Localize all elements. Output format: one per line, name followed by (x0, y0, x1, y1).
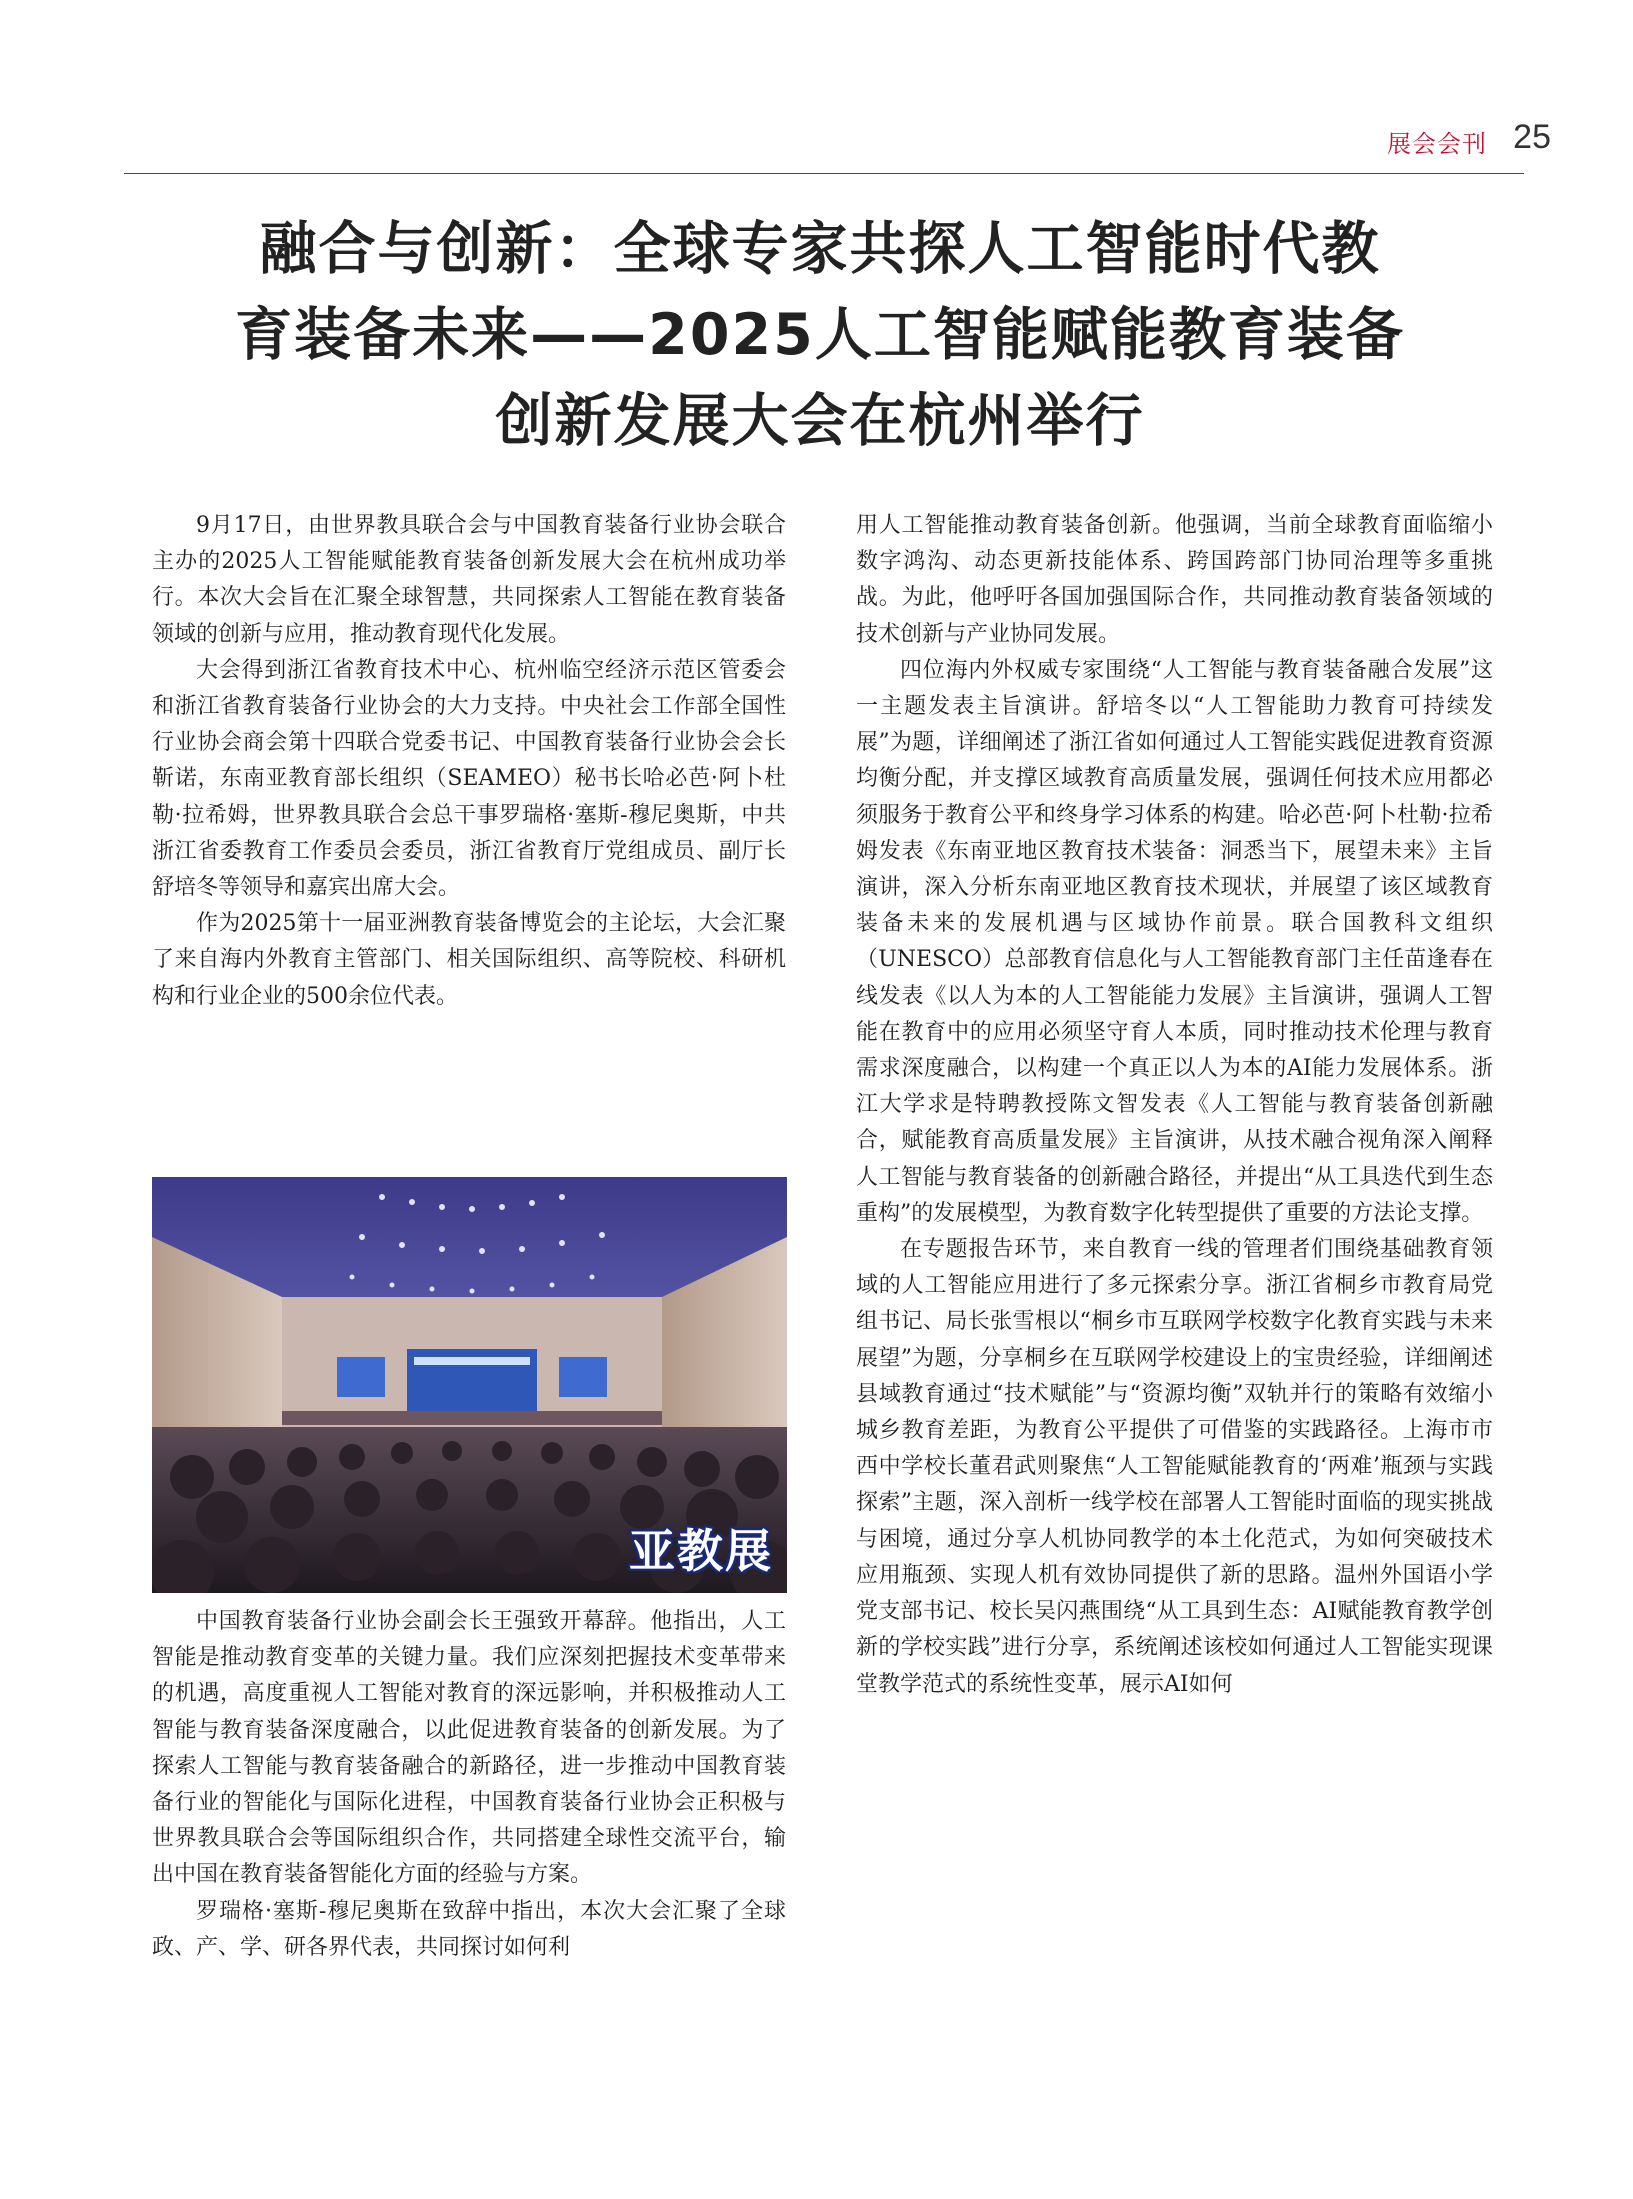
title-line: 创新发展大会在杭州举行 (495, 388, 1145, 454)
header-divider (124, 173, 1524, 174)
title-line: 育装备未来——2025人工智能赋能教育装备 (235, 302, 1405, 368)
photo-watermark: 亚教展 (629, 1524, 773, 1578)
paragraph: 9月17日，由世界教具联合会与中国教育装备行业协会联合主办的2025人工智能赋能教育装备创新发展大会在杭州成功举行。本次大会旨在汇聚全球智慧，共同探索人工智能在教育装备领域的创新与应用，推动教育现代化发展。 (152, 513, 786, 647)
header-section-label: 展会会刊 (1387, 130, 1487, 158)
paragraph: 四位海内外权威专家围绕“人工智能与教育装备融合发展”这一主题发表主旨演讲。舒培冬以“人工智能助力教育可持续发展”为题，详细阐述了浙江省如何通过人工智能实践促进教育资源均衡分配，并支撑区域教育高质量发展，强调任何技术应用都必须服务于教育公平和终身学习体系的构建。哈必芭·阿卜杜勒·拉希姆发表《东南亚地区教育技术装备：洞悉当下，展望未来》主旨演讲，深入分析东南亚地区教育技术现状，并展望了该区域教育装备未来的发展机遇与区域协作前景。联合国教科文组织（UNESCO）总部教育信息化与人工智能教育部门主任苗逢春在线发表《以人为本的人工智能能力发展》主旨演讲，强调人工智能在教育中的应用必须坚守育人本质，同时推动技术伦理与教育需求深度融合，以构建一个真正以人为本的AI能力发展体系。浙江大学求是特聘教授陈文智发表《人工智能与教育装备创新融合，赋能教育高质量发展》主旨演讲，从技术融合视角深入阐释人工智能与教育装备的创新融合路径，并提出“从工具迭代到生态重构”的发展模型，为教育数字化转型提供了重要的方法论支撑。 (856, 657, 1493, 1226)
article-title (150, 206, 1490, 464)
title-line: 融合与创新：全球专家共探人工智能时代教 (259, 216, 1381, 282)
page-number: 25 (1513, 118, 1551, 156)
conference-photo (152, 1177, 787, 1593)
paragraph: 大会得到浙江省教育技术中心、杭州临空经济示范区管委会和浙江省教育装备行业协会的大力支持。中央社会工作部全国性行业协会商会第十四联合党委书记、中国教育装备行业协会会长靳诺，东南亚教育部长组织（SEAMEO）秘书长哈必芭·阿卜杜勒·拉希姆，世界教具联合会总干事罗瑞格·塞斯-穆尼奥斯，中共浙江省委教育工作委员会委员，浙江省教育厅党组成员、副厅长舒培冬等领导和嘉宾出席大会。 (152, 657, 786, 901)
right-column (856, 508, 1493, 1703)
paragraph: 罗瑞格·塞斯-穆尼奥斯在致辞中指出，本次大会汇聚了全球政、产、学、研各界代表，共同探讨如何利 (152, 1898, 786, 1960)
left-column-top (152, 508, 786, 1015)
paragraph: 在专题报告环节，来自教育一线的管理者们围绕基础教育领域的人工智能应用进行了多元探索分享。浙江省桐乡市教育局党组书记、局长张雪根以“桐乡市互联网学校数字化教育实践与未来展望”为题，分享桐乡在互联网学校建设上的宝贵经验，详细阐述县域教育通过“技术赋能”与“资源均衡”双轨并行的策略有效缩小城乡教育差距，为教育公平提供了可借鉴的实践路径。上海市市西中学校长董君武则聚焦“人工智能赋能教育的‘两难’瓶颈与实践探索”主题，深入剖析一线学校在部署人工智能时面临的现实挑战与困境，通过分享人机协同教学的本土化范式，为如何突破技术应用瓶颈、实现人机有效协同提供了新的思路。温州外国语小学党支部书记、校长吴闪燕围绕“从工具到生态：AI赋能教育教学创新的学校实践”进行分享，系统阐述该校如何通过人工智能实现课堂教学范式的系统性变革，展示AI如何 (856, 1237, 1493, 1697)
paragraph: 作为2025第十一届亚洲教育装备博览会的主论坛，大会汇聚了来自海内外教育主管部门、相关国际组织、高等院校、科研机构和行业企业的500余位代表。 (152, 911, 786, 1009)
paragraph: 中国教育装备行业协会副会长王强致开幕辞。他指出，人工智能是推动教育变革的关键力量。我们应深刻把握技术变革带来的机遇，高度重视人工智能对教育的深远影响，并积极推动人工智能与教育装备深度融合，以此促进教育装备的创新发展。为了探索人工智能与教育装备融合的新路径，进一步推动中国教育装备行业的智能化与国际化进程，中国教育装备行业协会正积极与世界教具联合会等国际组织合作，共同搭建全球性交流平台，输出中国在教育装备智能化方面的经验与方案。 (152, 1609, 786, 1888)
paragraph-continuation: 用人工智能推动教育装备创新。他强调，当前全球教育面临缩小数字鸿沟、动态更新技能体系、跨国跨部门协同治理等多重挑战。为此，他呼吁各国加强国际合作，共同推动教育装备领域的技术创新与产业协同发展。 (856, 513, 1493, 647)
left-column-bottom (152, 1604, 786, 1966)
